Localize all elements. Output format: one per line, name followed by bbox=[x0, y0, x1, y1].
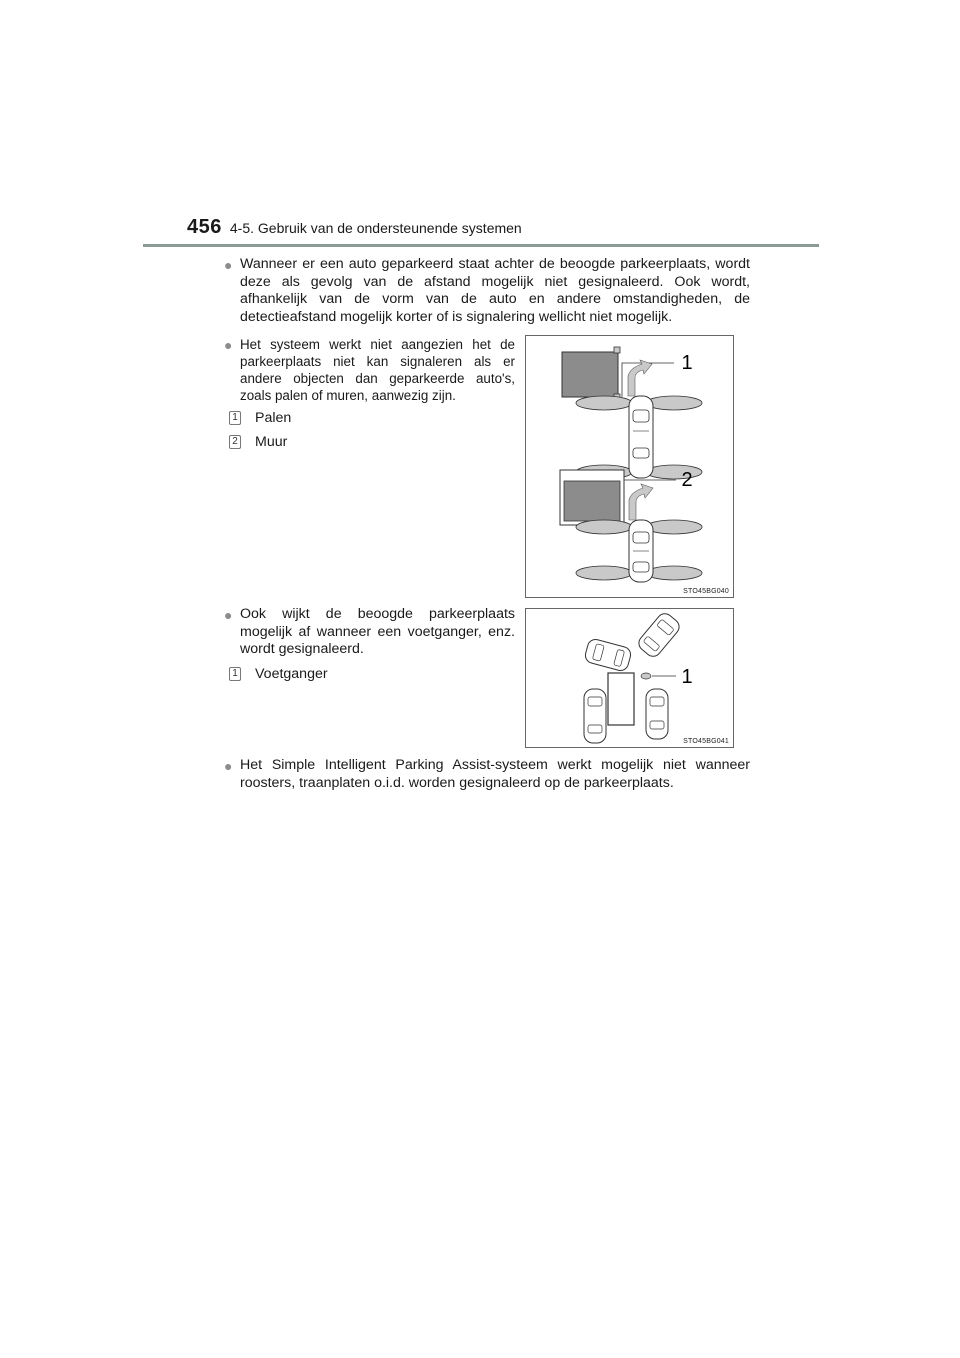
car-icon bbox=[584, 638, 633, 673]
sensor-lobe-icon bbox=[646, 566, 702, 580]
bullet-item bbox=[224, 757, 750, 792]
figure-code: STO45BG040 bbox=[683, 588, 729, 595]
bullet-text: Het Simple Intelligent Parking Assist-systeem werkt mogelijk niet wanneer roosters, traanplaten o.i.d. worden gesignaleerd op de parkeerplaats. bbox=[240, 757, 750, 791]
car-icon bbox=[629, 520, 653, 582]
car-icon bbox=[636, 610, 683, 659]
page-number: 456 bbox=[187, 216, 222, 238]
wall-block bbox=[564, 481, 620, 521]
sensor-lobe-icon bbox=[576, 396, 632, 410]
sensor-lobe-icon bbox=[646, 465, 702, 479]
pole-icon bbox=[614, 347, 620, 353]
figure-voetganger bbox=[525, 608, 734, 748]
sensor-lobe-icon bbox=[646, 396, 702, 410]
callout-number: 1 bbox=[681, 352, 693, 374]
bullet-dot-icon: ● bbox=[224, 257, 233, 273]
section-title: 4-5. Gebruik van de ondersteunende systemen bbox=[229, 220, 522, 236]
bullet-text: Ook wijkt de beoogde parkeerplaats mogelijk af wanneer een voetganger, enz. wordt gesignaleerd. bbox=[240, 606, 515, 657]
figure-code: STO45BG041 bbox=[683, 738, 729, 745]
page-header bbox=[187, 216, 522, 239]
bullet-dot-icon: ● bbox=[224, 607, 233, 623]
sensor-lobe-icon bbox=[576, 520, 632, 534]
car-icon bbox=[629, 396, 653, 478]
bullet-dot-icon: ● bbox=[224, 758, 233, 774]
bullet-text: Wanneer er een auto geparkeerd staat achter de beoogde parkeerplaats, wordt deze als gevolg van de afstand mogelijk niet gesignaleerd. Ook wordt, afhankelijk van de vorm van de auto en andere omstandigheden, de detectieafstand mogelijk korter of is signalering wellicht niet mogelijk. bbox=[240, 256, 750, 325]
number-badge: 2 bbox=[229, 435, 241, 449]
legend-label: Voetganger bbox=[255, 666, 328, 682]
illustration-parking-obstacles bbox=[526, 336, 733, 597]
legend-label: Muur bbox=[255, 434, 288, 450]
bullet-dot-icon: ● bbox=[224, 337, 233, 353]
car-icon bbox=[584, 689, 606, 743]
callout-number: 1 bbox=[681, 666, 693, 688]
bullet-item bbox=[224, 256, 750, 326]
legend-label: Palen bbox=[255, 410, 292, 426]
bullet-item bbox=[224, 606, 515, 659]
sensor-lobe-icon bbox=[646, 520, 702, 534]
number-badge: 1 bbox=[229, 667, 241, 681]
callout-number: 2 bbox=[681, 469, 693, 491]
legend-item-voetganger bbox=[229, 666, 328, 682]
pedestrian-icon bbox=[641, 673, 651, 679]
legend-item-palen bbox=[229, 410, 291, 426]
parked-object bbox=[562, 352, 618, 397]
bullet-item bbox=[224, 336, 515, 404]
legend-item-muur bbox=[229, 434, 287, 450]
target-parking-space bbox=[608, 673, 634, 725]
bullet-text: Het systeem werkt niet aangezien het de parkeerplaats niet kan signaleren als er andere objecten dan geparkeerde auto's, zoals palen of muren, aanwezig zijn. bbox=[240, 337, 515, 403]
direction-arrow-icon bbox=[628, 360, 652, 396]
direction-arrow-icon bbox=[629, 484, 653, 520]
header-rule bbox=[143, 244, 819, 247]
number-badge: 1 bbox=[229, 411, 241, 425]
figure-palen-muur bbox=[525, 335, 734, 598]
sensor-lobe-icon bbox=[576, 566, 632, 580]
illustration-pedestrian bbox=[526, 609, 733, 747]
car-icon bbox=[646, 689, 668, 739]
